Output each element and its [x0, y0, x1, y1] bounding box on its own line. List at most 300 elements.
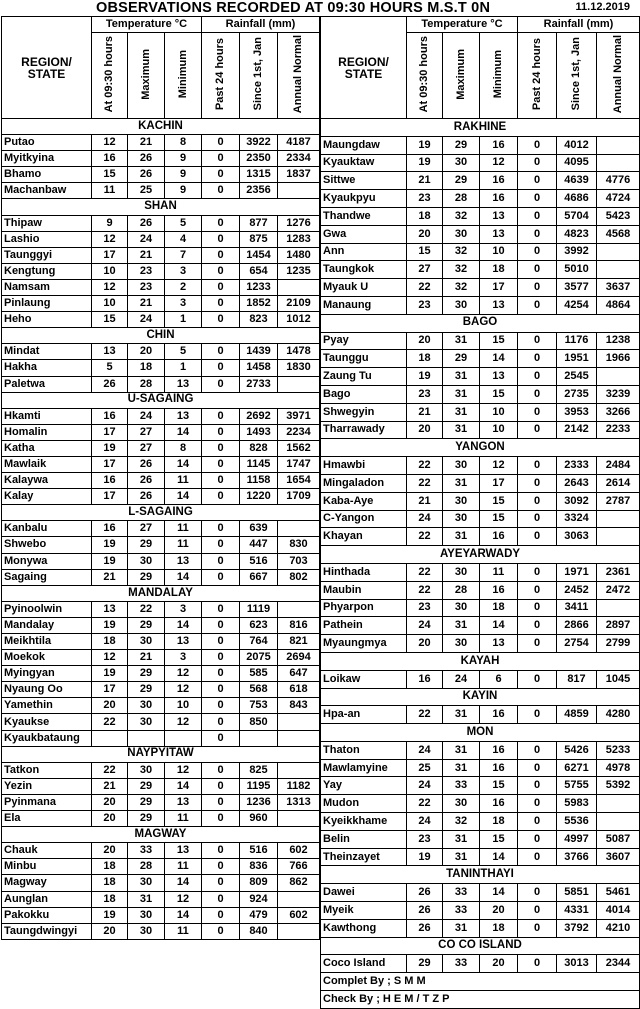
value-cell: 19 [92, 617, 128, 633]
table-row [321, 884, 640, 902]
value-cell: 3239 [597, 385, 640, 403]
value-cell: 1283 [278, 231, 320, 247]
value-cell: 5423 [597, 207, 640, 225]
value-cell: 16 [92, 151, 128, 167]
column-header: Past 24 hours [202, 33, 240, 119]
value-cell: 1119 [240, 601, 278, 617]
table-row [2, 843, 320, 859]
value-cell: 29 [128, 682, 165, 698]
value-cell: 0 [518, 279, 557, 297]
table-row [2, 376, 320, 392]
value-cell: 27 [128, 424, 165, 440]
value-cell: 0 [202, 794, 240, 810]
table-row [2, 778, 320, 794]
value-cell: 11 [165, 537, 202, 553]
value-cell: 0 [202, 215, 240, 231]
value-cell: 14 [165, 456, 202, 472]
value-cell: 12 [92, 279, 128, 295]
value-cell: 20 [92, 843, 128, 859]
value-cell: 516 [240, 553, 278, 569]
value-cell: 0 [202, 376, 240, 392]
value-cell: 0 [202, 473, 240, 489]
table-row [321, 670, 640, 688]
table-row [2, 167, 320, 183]
section-row [321, 314, 640, 332]
table-row [321, 759, 640, 777]
section-row [2, 746, 320, 762]
value-cell: 602 [278, 907, 320, 923]
value-cell: 3411 [557, 599, 597, 617]
value-cell: 31 [128, 891, 165, 907]
value-cell: 14 [165, 875, 202, 891]
value-cell: 8 [165, 440, 202, 456]
value-cell: 14 [165, 617, 202, 633]
value-cell: 15 [480, 830, 518, 848]
value-cell: 24 [128, 231, 165, 247]
value-cell: 764 [240, 634, 278, 650]
station-name: Pinlaung [2, 296, 92, 312]
value-cell: 5233 [597, 741, 640, 759]
value-cell: 0 [202, 811, 240, 827]
value-cell: 2484 [597, 457, 640, 475]
value-cell: 20 [407, 225, 443, 243]
value-cell: 21 [128, 650, 165, 666]
value-cell: 5392 [597, 777, 640, 795]
station-name: Pathein [321, 617, 407, 635]
table-row [2, 456, 320, 472]
table-row [321, 403, 640, 421]
value-cell: 479 [240, 907, 278, 923]
value-cell: 29 [128, 666, 165, 682]
value-cell: 19 [92, 537, 128, 553]
section-heading: BAGO [321, 314, 640, 332]
value-cell: 17 [92, 682, 128, 698]
value-cell: 29 [128, 617, 165, 633]
value-cell: 22 [407, 706, 443, 724]
station-name: Loikaw [321, 670, 407, 688]
value-cell: 29 [443, 350, 480, 368]
value-cell: 16 [480, 581, 518, 599]
value-cell: 3324 [557, 510, 597, 528]
table-row [2, 601, 320, 617]
value-cell: 0 [202, 682, 240, 698]
value-cell: 33 [443, 902, 480, 920]
table-row [321, 599, 640, 617]
value-cell: 0 [518, 635, 557, 653]
value-cell: 17 [92, 247, 128, 263]
value-cell: 4823 [557, 225, 597, 243]
table-row [321, 474, 640, 492]
value-cell: 15 [480, 510, 518, 528]
value-cell: 5010 [557, 261, 597, 279]
table-row [2, 263, 320, 279]
value-cell: 862 [278, 875, 320, 891]
station-name: Machanbaw [2, 183, 92, 199]
value-cell: 16 [480, 136, 518, 154]
value-cell: 0 [518, 599, 557, 617]
value-cell: 13 [165, 376, 202, 392]
section-heading: MON [321, 724, 640, 742]
table-row [321, 581, 640, 599]
table-row [321, 385, 640, 403]
value-cell: 3 [165, 263, 202, 279]
value-cell: 4978 [597, 759, 640, 777]
value-cell: 0 [518, 332, 557, 350]
value-cell: 29 [443, 136, 480, 154]
value-cell: 1315 [240, 167, 278, 183]
table-row [2, 360, 320, 376]
table-row [321, 919, 640, 937]
value-cell: 13 [165, 408, 202, 424]
value-cell: 1236 [240, 794, 278, 810]
value-cell: 20 [480, 955, 518, 973]
value-cell: 16 [480, 759, 518, 777]
value-cell: 1493 [240, 424, 278, 440]
value-cell: 13 [480, 635, 518, 653]
value-cell: 4568 [597, 225, 640, 243]
value-cell: 14 [165, 907, 202, 923]
value-cell: 31 [443, 528, 480, 546]
table-row [321, 706, 640, 724]
value-cell: 3 [165, 650, 202, 666]
value-cell: 9 [165, 167, 202, 183]
value-cell: 0 [202, 263, 240, 279]
section-row [2, 585, 320, 601]
value-cell: 14 [480, 848, 518, 866]
value-cell: 1 [165, 360, 202, 376]
value-cell [597, 813, 640, 831]
station-name: Chauk [2, 843, 92, 859]
value-cell: 2614 [597, 474, 640, 492]
station-name: Moekok [2, 650, 92, 666]
table-row [2, 714, 320, 730]
value-cell: 15 [480, 492, 518, 510]
table-row [321, 350, 640, 368]
value-cell: 16 [92, 408, 128, 424]
value-cell: 2692 [240, 408, 278, 424]
value-cell: 0 [518, 190, 557, 208]
station-name: Pyay [321, 332, 407, 350]
value-cell: 12 [480, 154, 518, 172]
value-cell: 0 [202, 167, 240, 183]
value-cell: 0 [518, 154, 557, 172]
value-cell: 20 [407, 635, 443, 653]
table-row [2, 408, 320, 424]
value-cell: 19 [407, 368, 443, 386]
value-cell: 30 [128, 907, 165, 923]
value-cell: 14 [165, 489, 202, 505]
rainfall-header: Rainfall (mm) [202, 17, 320, 33]
column-header: At 09:30 hours [92, 33, 128, 119]
table-row [321, 492, 640, 510]
value-cell: 10 [480, 243, 518, 261]
value-cell: 10 [92, 296, 128, 312]
station-name: Meikhtila [2, 634, 92, 650]
value-cell: 2356 [240, 183, 278, 199]
section-row [2, 392, 320, 408]
value-cell: 33 [128, 843, 165, 859]
value-cell: 0 [518, 368, 557, 386]
table-row [2, 151, 320, 167]
value-cell: 0 [202, 907, 240, 923]
value-cell: 1235 [278, 263, 320, 279]
value-cell: 21 [128, 247, 165, 263]
value-cell: 0 [202, 183, 240, 199]
value-cell: 30 [128, 553, 165, 569]
value-cell: 20 [92, 794, 128, 810]
value-cell: 21 [128, 296, 165, 312]
value-cell: 4280 [597, 706, 640, 724]
value-cell: 0 [202, 553, 240, 569]
report-title: OBSERVATIONS RECORDED AT 09:30 HOURS M.S.T 0N [96, 0, 491, 16]
value-cell: 0 [202, 923, 240, 939]
value-cell: 31 [443, 706, 480, 724]
value-cell: 0 [202, 344, 240, 360]
station-name: Mandalay [2, 617, 92, 633]
station-name: Kyeikkhame [321, 813, 407, 831]
value-cell: 31 [443, 848, 480, 866]
value-cell: 13 [165, 843, 202, 859]
value-cell: 12 [165, 762, 202, 778]
value-cell [278, 730, 320, 746]
value-cell: 30 [128, 698, 165, 714]
value-cell: 4997 [557, 830, 597, 848]
station-name: Kalay [2, 489, 92, 505]
station-name: Tatkon [2, 762, 92, 778]
section-heading: NAYPYITAW [2, 746, 320, 762]
table-row [321, 457, 640, 475]
value-cell: 0 [518, 421, 557, 439]
value-cell: 2733 [240, 376, 278, 392]
value-cell: 1238 [597, 332, 640, 350]
value-cell: 1478 [278, 344, 320, 360]
section-row [321, 439, 640, 457]
value-cell: 24 [128, 312, 165, 328]
value-cell [240, 730, 278, 746]
section-row [2, 119, 320, 135]
value-cell: 21 [128, 135, 165, 151]
value-cell: 585 [240, 666, 278, 682]
value-cell: 22 [407, 795, 443, 813]
station-name: Monywa [2, 553, 92, 569]
value-cell: 2334 [278, 151, 320, 167]
value-cell: 19 [407, 136, 443, 154]
value-cell: 1233 [240, 279, 278, 295]
value-cell: 20 [92, 811, 128, 827]
value-cell [278, 376, 320, 392]
rainfall-header: Rainfall (mm) [518, 17, 640, 33]
value-cell: 28 [443, 581, 480, 599]
value-cell: 31 [443, 421, 480, 439]
value-cell: 0 [202, 730, 240, 746]
value-cell: 30 [443, 510, 480, 528]
value-cell: 12 [165, 714, 202, 730]
value-cell: 18 [92, 634, 128, 650]
value-cell: 5851 [557, 884, 597, 902]
station-name: Kawthong [321, 919, 407, 937]
value-cell: 26 [407, 919, 443, 937]
value-cell: 516 [240, 843, 278, 859]
value-cell: 26 [407, 884, 443, 902]
station-name: Mingaladon [321, 474, 407, 492]
station-name: Minbu [2, 859, 92, 875]
table-row [2, 617, 320, 633]
value-cell: 823 [240, 312, 278, 328]
value-cell: 31 [443, 474, 480, 492]
value-cell: 0 [518, 563, 557, 581]
value-cell: 924 [240, 891, 278, 907]
station-name: Maubin [321, 581, 407, 599]
value-cell [165, 730, 202, 746]
value-cell: 26 [407, 902, 443, 920]
table-row [2, 682, 320, 698]
value-cell: 568 [240, 682, 278, 698]
value-cell: 22 [92, 714, 128, 730]
value-cell: 16 [480, 190, 518, 208]
value-cell: 0 [202, 456, 240, 472]
table-row [321, 279, 640, 297]
value-cell: 18 [480, 919, 518, 937]
value-cell: 11 [92, 183, 128, 199]
table-row [321, 136, 640, 154]
value-cell: 1 [165, 312, 202, 328]
value-cell: 4014 [597, 902, 640, 920]
value-cell: 2799 [597, 635, 640, 653]
value-cell: 13 [92, 344, 128, 360]
table-row [2, 730, 320, 746]
station-name: Nyaung Oo [2, 682, 92, 698]
value-cell: 3013 [557, 955, 597, 973]
value-cell: 19 [407, 154, 443, 172]
station-name: Theinzayet [321, 848, 407, 866]
value-cell: 32 [443, 243, 480, 261]
value-cell: 26 [128, 456, 165, 472]
table-row [321, 225, 640, 243]
station-name: Mawlaik [2, 456, 92, 472]
value-cell: 14 [480, 617, 518, 635]
value-cell: 3971 [278, 408, 320, 424]
table-row [321, 848, 640, 866]
left-table [1, 16, 320, 940]
table-row [2, 296, 320, 312]
value-cell: 19 [407, 848, 443, 866]
value-cell: 0 [202, 634, 240, 650]
station-name: Pyinoolwin [2, 601, 92, 617]
value-cell: 30 [443, 795, 480, 813]
value-cell: 3063 [557, 528, 597, 546]
value-cell: 16 [480, 172, 518, 190]
value-cell: 23 [407, 830, 443, 848]
value-cell: 11 [165, 923, 202, 939]
value-cell: 24 [128, 408, 165, 424]
region-state-header: REGION/ STATE [321, 17, 407, 119]
value-cell: 3577 [557, 279, 597, 297]
footer-note: Check By ; H E M / T Z P [321, 991, 640, 1009]
value-cell: 19 [92, 666, 128, 682]
value-cell: 0 [518, 741, 557, 759]
value-cell: 13 [165, 794, 202, 810]
value-cell: 29 [407, 955, 443, 973]
station-name: Taunggyi [2, 247, 92, 263]
value-cell: 817 [557, 670, 597, 688]
station-name: C-Yangon [321, 510, 407, 528]
value-cell: 16 [480, 706, 518, 724]
value-cell: 3992 [557, 243, 597, 261]
station-name: Kalaywa [2, 473, 92, 489]
value-cell: 0 [202, 666, 240, 682]
value-cell: 4210 [597, 919, 640, 937]
value-cell: 22 [407, 581, 443, 599]
right-table [320, 16, 640, 1009]
value-cell [278, 923, 320, 939]
value-cell: 4724 [597, 190, 640, 208]
value-cell: 23 [128, 263, 165, 279]
station-name: Pakokku [2, 907, 92, 923]
value-cell [597, 136, 640, 154]
value-cell: 31 [443, 919, 480, 937]
value-cell: 0 [518, 528, 557, 546]
station-name: Maungdaw [321, 136, 407, 154]
value-cell: 23 [128, 279, 165, 295]
table-row [2, 424, 320, 440]
value-cell: 30 [443, 457, 480, 475]
station-name: Katha [2, 440, 92, 456]
value-cell [278, 183, 320, 199]
section-heading: L-SAGAING [2, 505, 320, 521]
value-cell: 0 [202, 296, 240, 312]
value-cell: 21 [407, 172, 443, 190]
value-cell: 1176 [557, 332, 597, 350]
table-row [321, 190, 640, 208]
table-row [321, 154, 640, 172]
value-cell: 11 [165, 859, 202, 875]
section-heading: MANDALAY [2, 585, 320, 601]
value-cell: 14 [480, 884, 518, 902]
value-cell: 32 [443, 279, 480, 297]
value-cell: 20 [92, 698, 128, 714]
value-cell: 5 [165, 344, 202, 360]
station-name: Homalin [2, 424, 92, 440]
value-cell: 0 [202, 859, 240, 875]
value-cell: 17 [92, 424, 128, 440]
value-cell: 960 [240, 811, 278, 827]
value-cell: 1276 [278, 215, 320, 231]
section-row [2, 199, 320, 215]
value-cell: 0 [202, 843, 240, 859]
value-cell: 3 [165, 296, 202, 312]
value-cell: 1747 [278, 456, 320, 472]
section-row [321, 724, 640, 742]
table-row [2, 537, 320, 553]
value-cell: 1145 [240, 456, 278, 472]
value-cell: 29 [128, 811, 165, 827]
value-cell: 7 [165, 247, 202, 263]
value-cell: 1458 [240, 360, 278, 376]
value-cell: 12 [92, 231, 128, 247]
table-row [2, 891, 320, 907]
station-name: Mawlamyine [321, 759, 407, 777]
table-row [2, 907, 320, 923]
value-cell: 0 [202, 312, 240, 328]
value-cell: 13 [480, 225, 518, 243]
value-cell: 1045 [597, 670, 640, 688]
value-cell: 20 [128, 344, 165, 360]
value-cell: 2694 [278, 650, 320, 666]
value-cell: 0 [518, 813, 557, 831]
station-name: Kyaukpyu [321, 190, 407, 208]
value-cell: 0 [518, 777, 557, 795]
value-cell: 30 [443, 225, 480, 243]
